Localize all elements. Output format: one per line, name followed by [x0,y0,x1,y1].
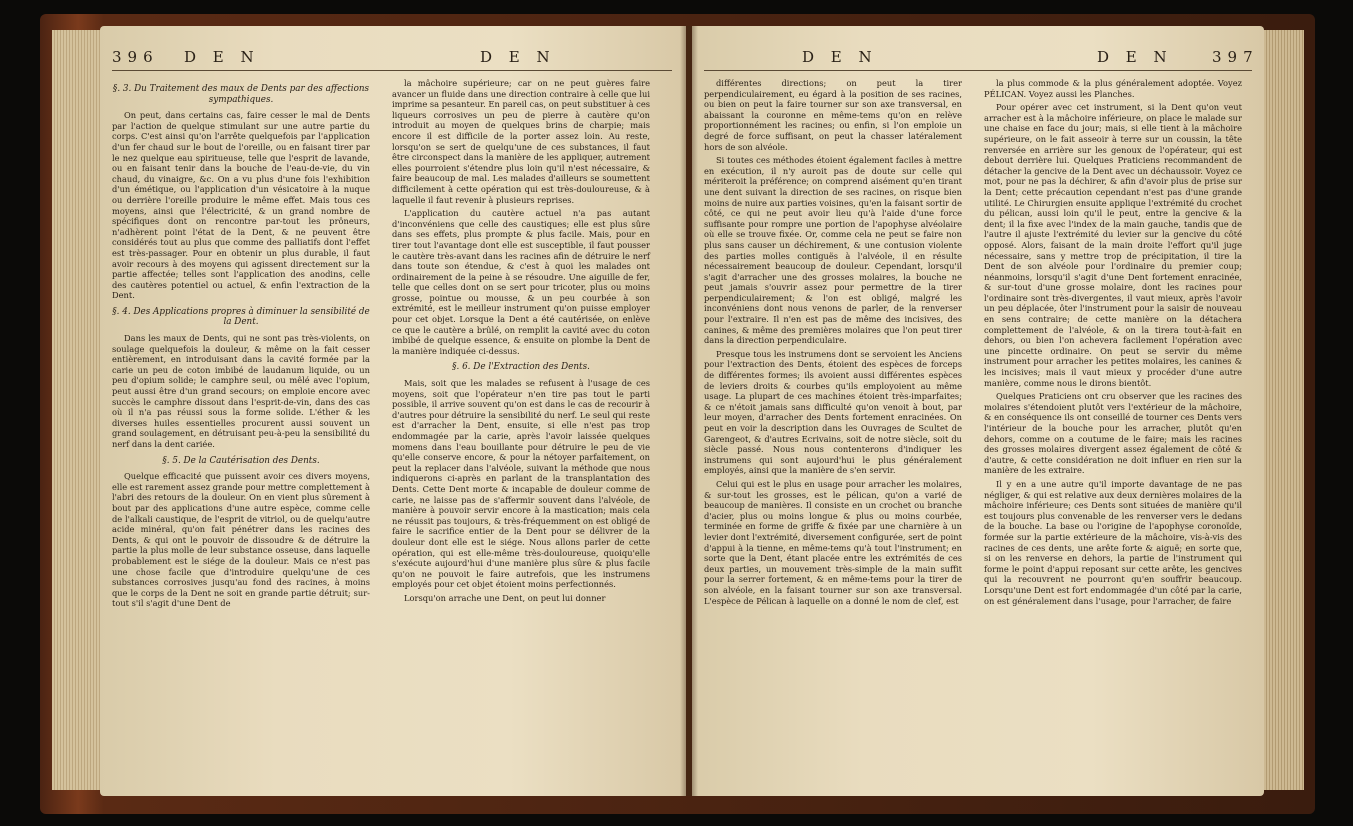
running-head-right-col1: D E N [802,48,878,66]
paragraph: Mais, soit que les malades se refusent à l'usage de ces moyens, soit que l'opérateur n'en tire pas tout le parti possible, il arrive souvent qu'on est dans le cas de recourir à d'autres pour détruire la sensibilité du nerf. Le seul qui reste est d'arracher la Dent, ensuite, si elle n'est pas trop endommagée par la carie, après l'avoir laissée quelques momens dans l'eau bouillante pour détruire le peu de vie qu'elle conserve encore, & pour la nétoyer parfaitement, on peut la replacer dans l'alvéole, suivant la méthode que nous indiquerons ci-après en parlant de la transplantation des Dents. Cette Dent morte & incapable de douleur comme de carie, ne laisse pas de s'affermir souvent dans l'alvéole, de manière à pouvoir servir encore à la mastication; mais cela ne réussit pas toujours, & très-fréquemment on est obligé de faire le sacrifice entier de la Dent pour se délivrer de la douleur dont elle est le siége. Nous allons parler de cette opération, qui est elle-même très-douloureuse, quoiqu'elle s'exécute aujourd'hui d'une manière plus sûre & plus facile qu'on ne pouvoit le faire autrefois, que les instrumens employés pour cet objet étoient moins perfectionnés. [392,378,650,590]
section-heading: §. 4. Des Applications propres à diminuer la sensibilité de la Dent. [112,306,370,328]
section-heading: §. 6. De l'Extraction des Dents. [452,362,590,373]
paragraph: Dans les maux de Dents, qui ne sont pas très-violents, on soulage quelquefois la douleur, & même on la fait cesser entièrement, en introduisant dans la cavité formée par la carie un peu de coton imbibé de laudanum liquide, ou un peu d'opium solide; le camphre seul, ou mêlé avec l'opium, peut aussi être d'un grand secours; on emploie encore avec succès le camphre dissout dans l'esprit-de-vin, dans des cas où il n'a pas réussi sous la forme solide. L'éther & les diverses huiles essentielles procurent aussi souvent un grand soulagement, en détruisant peu-à-peu la sensibilité du nerf dans la dent cariée. [112,333,370,449]
running-head-left-col1: D E N [184,48,260,66]
running-head-left-col2: D E N [480,48,556,66]
right-page [692,26,1264,796]
left-page [100,26,686,796]
left-page-column-1 [112,78,370,612]
paragraph: différentes directions; on peut la tirer perpendiculairement, eu égard à la position de ses racines, ou bien on peut la faire tourner sur son axe transversal, en abaissant la couronne en même-tems qu'on en relève proportionnément les racines; ou enfin, si l'on emploie un degré de force suffisant, on peut la chasser latéralement hors de son alvéole. [704,78,962,152]
paragraph: Celui qui est le plus en usage pour arracher les molaires, & sur-tout les grosses, est le pélican, qu'on a varié de beaucoup de manières. Il consiste en un crochet ou branche d'acier, plus ou moins longue & plus ou moins courbée, terminée en forme de griffe & fixée par une charnière à un levier dont l'extrémité, diversement configurée, sert de point d'appui à la tienne, en même-tems qu'à tout l'instrument; en sorte que la Dent, étant placée entre les extrémités de ces deux parties, un mouvement très-simple de la main suffit pour la serrer fortement, & en même-tems pour la tirer de son alvéole, en la faisant tourner sur son axe transversal. L'espèce de Pélican à laquelle on a donné le nom de clef, est [704,478,962,606]
section-heading: §. 5. De la Cautérisation des Dents. [162,455,320,466]
header-rule-right [704,70,1252,71]
paragraph: Il y en a une autre qu'il importe davantage de ne pas négliger, & qui est relative aux deux dernières molaires de la mâchoire inférieure; ces Dents sont situées de manière qu'il est toujours plus convenable de les renverser vers le dedans de la bouche. La base ou l'origine de l'apophyse coronoïde, formée sur la partie extérieure de la mâchoire, vis-à-vis des racines de ces dents, une arête forte & aiguë; en sorte que, si on les renverse en dehors, la partie de l'instrument qui forme le point d'appui reposant sur cette arête, les gencives qui la recouvrent ne pourront qu'en souffrir beaucoup. Lorsqu'une Dent est fort endommagée d'un côté par la carie, on est généralement dans l'usage, pour l'arracher, de faire [984,478,1242,606]
right-page-column-1 [704,78,962,609]
paragraph: la mâchoire supérieure; car on ne peut guères faire avancer un fluide dans une direction contraire à celle que lui imprime sa pesanteur. En pareil cas, on peut substituer à ces liqueurs corrosives un peu de pierre à cautère qu'on introduit au moyen de quelques brins de charpie; mais encore il est difficile de la porter assez loin. Au reste, lorsqu'on se sert de quelqu'une de ces substances, il faut être circonspect dans la manière de les appliquer, autrement elles pourroient s'étendre plus loin qu'il n'est nécessaire, & faire beaucoup de mal. Les malades d'ailleurs se soumettent difficilement à cette opération qui est très-douloureuse, & à laquelle il faut revenir à plusieurs reprises. [392,78,650,205]
page-number-right: 397 [1212,48,1259,66]
page-number-left: 396 [112,48,159,66]
running-head-right-col2: D E N [1097,48,1173,66]
paragraph: la plus commode & la plus généralement adoptée. Voyez PÉLICAN. Voyez aussi les Planches. [984,78,1242,99]
paragraph: Quelques Praticiens ont cru observer que les racines des molaires s'étendoient plutôt vers l'extérieur de la mâchoire, & en conséquence ils ont conseillé de tourner ces Dents vers l'intérieur de la bouche pour les arracher, plutôt qu'en dehors, comme on a coutume de le faire; mais les racines des grosses molaires divergent assez également de côté & d'autre, & cette considération ne doit influer en rien sur la manière de les extraire. [984,391,1242,476]
paragraph: Lorsqu'on arrache une Dent, on peut lui donner [404,592,606,603]
paragraph: Quelque efficacité que puissent avoir ces divers moyens, elle est rarement assez grande pour mettre complettement à l'abri des retours de la douleur. On en vient plus sûrement à bout par des applications d'une autre espèce, comme celle de l'alkali caustique, de l'esprit de vitriol, ou de quelqu'autre acide minéral, qu'on fait pénétrer dans les racines des Dents, & qui ont le pouvoir de dissoudre & de détruire la partie la plus molle de leur substance osseuse, dans laquelle probablement est le siége de la douleur. Mais ce n'est pas une chose facile que d'introduire quelqu'une de ces substances corrosives jusqu'au fond des racines, à moins que le corps de la Dent ne soit en grande partie détruit; sur-tout s'il s'agit d'une Dent de [112,471,370,609]
book-gutter [680,26,698,796]
right-page-column-2 [984,78,1242,609]
paragraph: L'application du cautère actuel n'a pas autant d'inconvéniens que celle des caustiques; elle est plus sûre dans ses effets, plus prompte & plus facile. Mais, pour en tirer tout l'avantage dont elle est susceptible, il faut pousser le cautère très-avant dans les racines afin de détruire le nerf dans toute son étendue, & c'est à quoi les malades ont ordinairement de la peine à se résoudre. Une aiguille de fer, telle que celles dont on se sert pour tricoter, plus ou moins grosse, pointue ou mousse, & un peu courbée à son extrémité, est le meilleur instrument qu'on puisse employer pour cet objet. Lorsque la Dent a été cautérisée, on enlève ce que le cautère a brûlé, on remplit la cavité avec du coton imbibé de quelque essence, & ensuite on plombe la Dent de la manière indiquée ci-dessus. [392,208,650,356]
page-edges-right [1264,30,1304,790]
paragraph: Si toutes ces méthodes étoient également faciles à mettre en exécution, il n'y auroit pas de doute sur celle qui mériteroit la préférence; on comprend aisément qu'en tirant une dent suivant la direction de ses racines, on risque bien moins de nuire aux parties voisines, qu'en la faisant sortir de côté, ce qui ne peut avoir lieu qu'à l'aide d'une force suffisante pour rompre une portion de l'apophyse alvéolaire où elle se trouve fixée. Or, comme cela ne peut se faire non plus sans causer un déchirement, & une contusion violente des parties molles contiguës à l'alvéole, il en résulte nécessairement beaucoup de douleur. Cependant, lorsqu'il s'agit d'arracher une des grosses molaires, la bouche ne peut jamais s'ouvrir assez pour permettre de la tirer perpendiculairement; & l'on est obligé, malgré les inconvéniens dont nous venons de parler, de la renverser pour l'extraire. Il n'en est pas de même des incisives, des canines, & même des premières molaires que l'on peut tirer dans la direction perpendiculaire. [704,155,962,346]
page-edges-left [52,30,100,790]
paragraph: Presque tous les instrumens dont se servoient les Anciens pour l'extraction des Dents, étoient des espèces de forceps de différentes formes; ils avoient aussi différentes espèces de leviers droits & courbes qu'ils employoient au même usage. La plupart de ces machines étoient très-imparfaites; & ce n'étoit jamais sans difficulté qu'on venoit à bout, par leur moyen, d'arracher des Dents fortement enracinées. On peut en voir la description dans les Ouvrages de Scultet de Garengeot, & d'autres Ecrivains, soit de notre siècle, soit du siècle passé. Nous nous contenterons d'indiquer les instrumens qui sont aujourd'hui le plus généralement employés, ainsi que la manière de s'en servir. [704,348,962,476]
section-heading: §. 3. Du Traitement des maux de Dents par des affections sympathiques. [112,84,370,105]
left-page-column-2 [392,78,650,607]
paragraph: On peut, dans certains cas, faire cesser le mal de Dents par l'action de quelque stimulant sur une autre partie du corps. C'est ainsi qu'on l'arrête quelquefois par l'application d'un fer chaud sur le bout de l'oreille, ou en faisant tirer par le nez quelque eau spiritueuse, telle que l'esprit de lavande, ou en faisant tenir dans la bouche de l'eau-de-vie, du vin chaud, du vinaigre, &c. On a vu plus d'une fois l'exhibition d'un émétique, ou l'application d'un vésicatoire à la nuque ou derrière l'oreille produire le même effet. Mais tous ces moyens, ainsi que l'électricité, & un grand nombre de spécifiques dont on rencontre par-tout les prôneurs, n'adhèrent point l'état de la Dent, & ne peuvent être considérés tout au plus que comme des palliatifs dont l'effet est très-passager. Pour en obtenir un plus durable, il faut avoir recours à des moyens qui agissent directement sur la partie affectée; telles sont l'application des anodins, celle des cautères potentiel ou actuel, & enfin l'extraction de la Dent. [112,110,370,301]
paragraph: Pour opérer avec cet instrument, si la Dent qu'on veut arracher est à la mâchoire inférieure, on place le malade sur une chaise en face du jour; mais, si elle tient à la mâchoire supérieure, on le fait asseoir à terre sur un coussin, la tête renversée en arrière sur les genoux de l'opérateur, qui est debout derrière lui. Quelques Praticiens recommandent de détacher la gencive de la Dent avec un déchaussoir. Voyez ce mot, pour ne pas la déchirer, & afin d'avoir plus de prise sur la Dent; cette précaution cependant n'est pas d'une grande utilité. Le Chirurgien ensuite applique l'extrémité du crochet du pélican, aussi loin qu'il le peut, entre la gencive & la dent; il la fixe avec l'index de la main gauche, tandis que de l'autre il ajuste l'extrémité du levier sur la gencive du côté opposé. Alors, faisant de la main droite l'effort qu'il juge nécessaire, sans y mettre trop de précipitation, il tire la Dent de son alvéole pour l'ordinaire du premier coup; néanmoins, lorsqu'il s'agit d'une Dent fortement enracinée, & sur-tout d'une grosse molaire, dont les racines pour l'ordinaire sont très-divergentes, il vaut mieux, après l'avoir un peu déplacée, ôter l'instrument pour la saisir de nouveau en sens contraire; de cette manière on la détachera complettement de l'alvéole, & on la tirera tout-à-fait en dehors, ou bien l'on achevera facilement l'opération avec une pincette ordinaire. On peut se servir du même instrument pour arracher les petites molaires, les canines & les incisives; mais il vaut mieux y procéder d'une autre manière, comme nous le dirons bientôt. [984,102,1242,388]
header-rule-left [112,70,672,71]
